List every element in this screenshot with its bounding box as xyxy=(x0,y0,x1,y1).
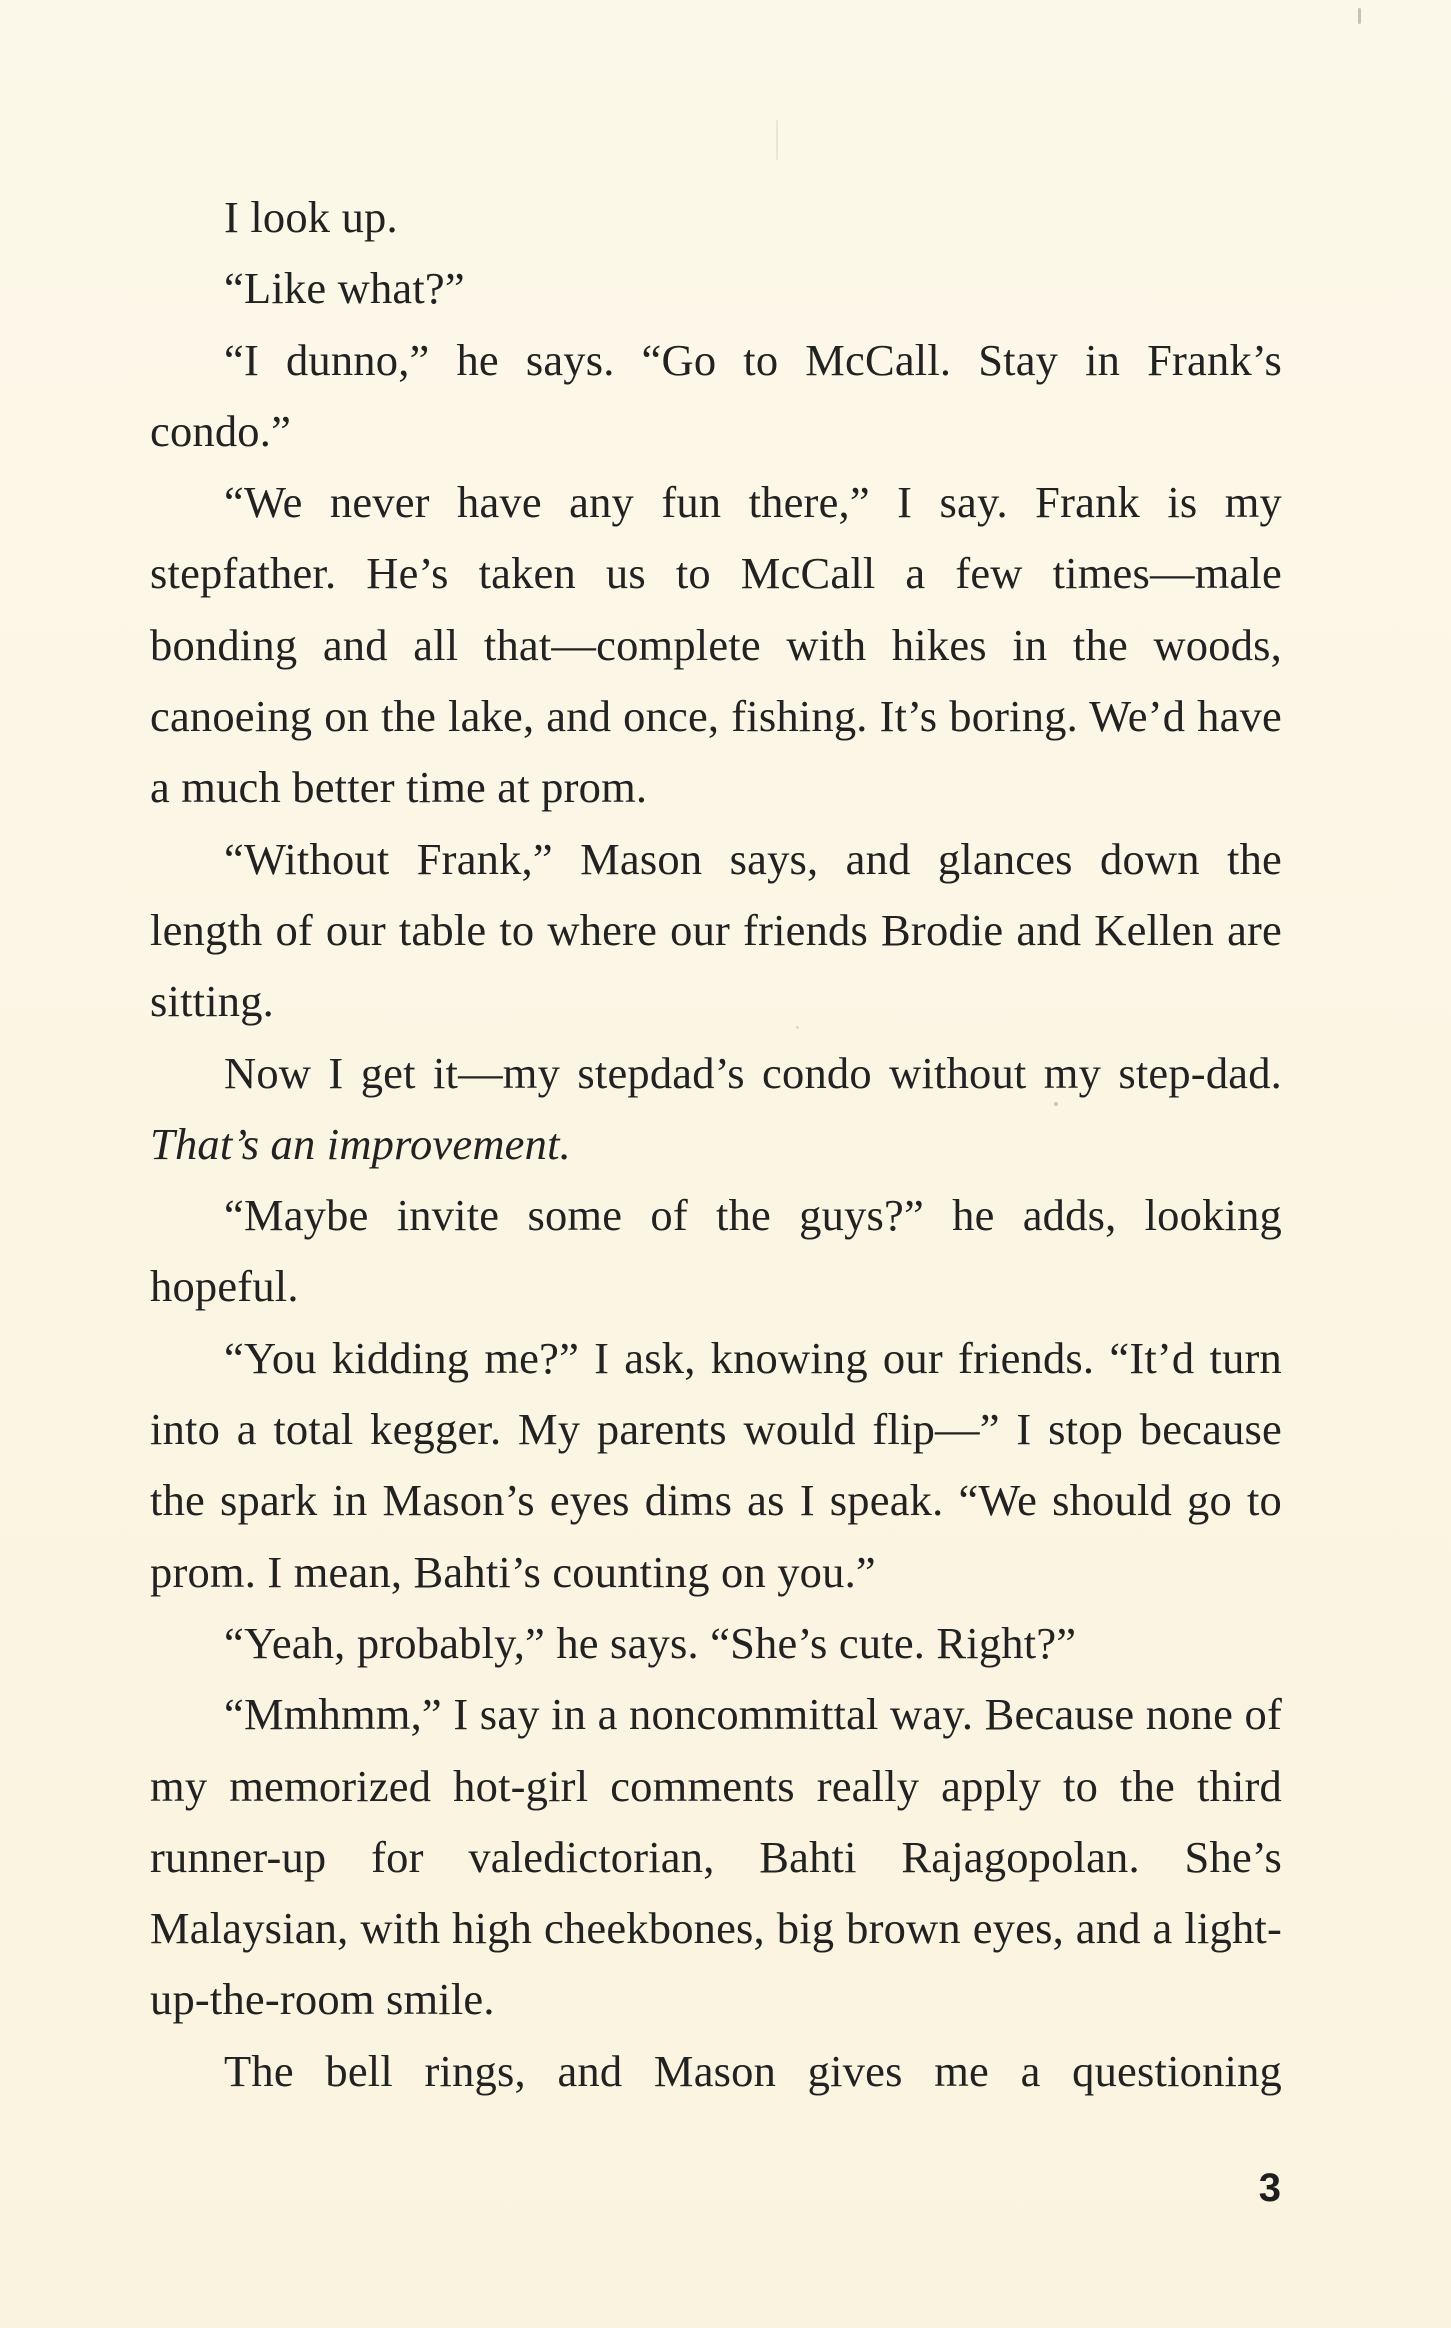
paragraph: “Like what?” xyxy=(224,263,465,314)
paper-speck xyxy=(1358,8,1361,24)
paragraph: “Yeah, probably,” he says. “She’s cute. Right?” xyxy=(224,1617,1077,1668)
body-text xyxy=(150,182,1282,2107)
paragraph: “Mmhmm,” I say in a noncommittal way. Because none of my memorized hot-girl comments really apply to the third runner-up for valedictorian, Bahti Rajagopolan. She’s Malaysian, with high cheekbones, big brown eyes, and a light-up-the-room smile. xyxy=(150,1689,1282,2025)
page-number: 3 xyxy=(1258,2166,1281,2210)
paragraph: “You kidding me?” I ask, knowing our friends. “It’d turn into a total kegger. My parents would flip—” I stop because the spark in Mason’s eyes dims as I speak. “We should go to prom. I mean, Bahti’s counting on you.” xyxy=(150,1332,1282,1597)
paragraph-text: Now I get it—my stepdad’s condo without my step-dad. xyxy=(224,1047,1282,1098)
paragraph: The bell rings, and Mason gives me a questioning xyxy=(224,2045,1282,2096)
italic-phrase: That’s an improvement. xyxy=(150,1118,571,1169)
paragraph: “We never have any fun there,” I say. Frank is my stepfather. He’s taken us to McCall a few times—male bonding and all that—complete with hikes in the woods, canoeing on the lake, and once, fishing. It’s boring. We’d have a much better time at prom. xyxy=(150,477,1282,813)
paragraph xyxy=(150,1038,1282,1181)
paper-speck xyxy=(796,1026,799,1029)
paragraph: “Maybe invite some of the guys?” he adds, looking hopeful. xyxy=(150,1190,1282,1312)
paragraph: I look up. xyxy=(224,192,398,242)
paragraph: “Without Frank,” Mason says, and glances down the length of our table to where our friends Brodie and Kellen are sitting. xyxy=(150,833,1282,1027)
paragraph: “I dunno,” he says. “Go to McCall. Stay in Frank’s condo.” xyxy=(150,334,1282,456)
paper-speck xyxy=(776,120,778,160)
paper-speck xyxy=(1054,1102,1058,1106)
